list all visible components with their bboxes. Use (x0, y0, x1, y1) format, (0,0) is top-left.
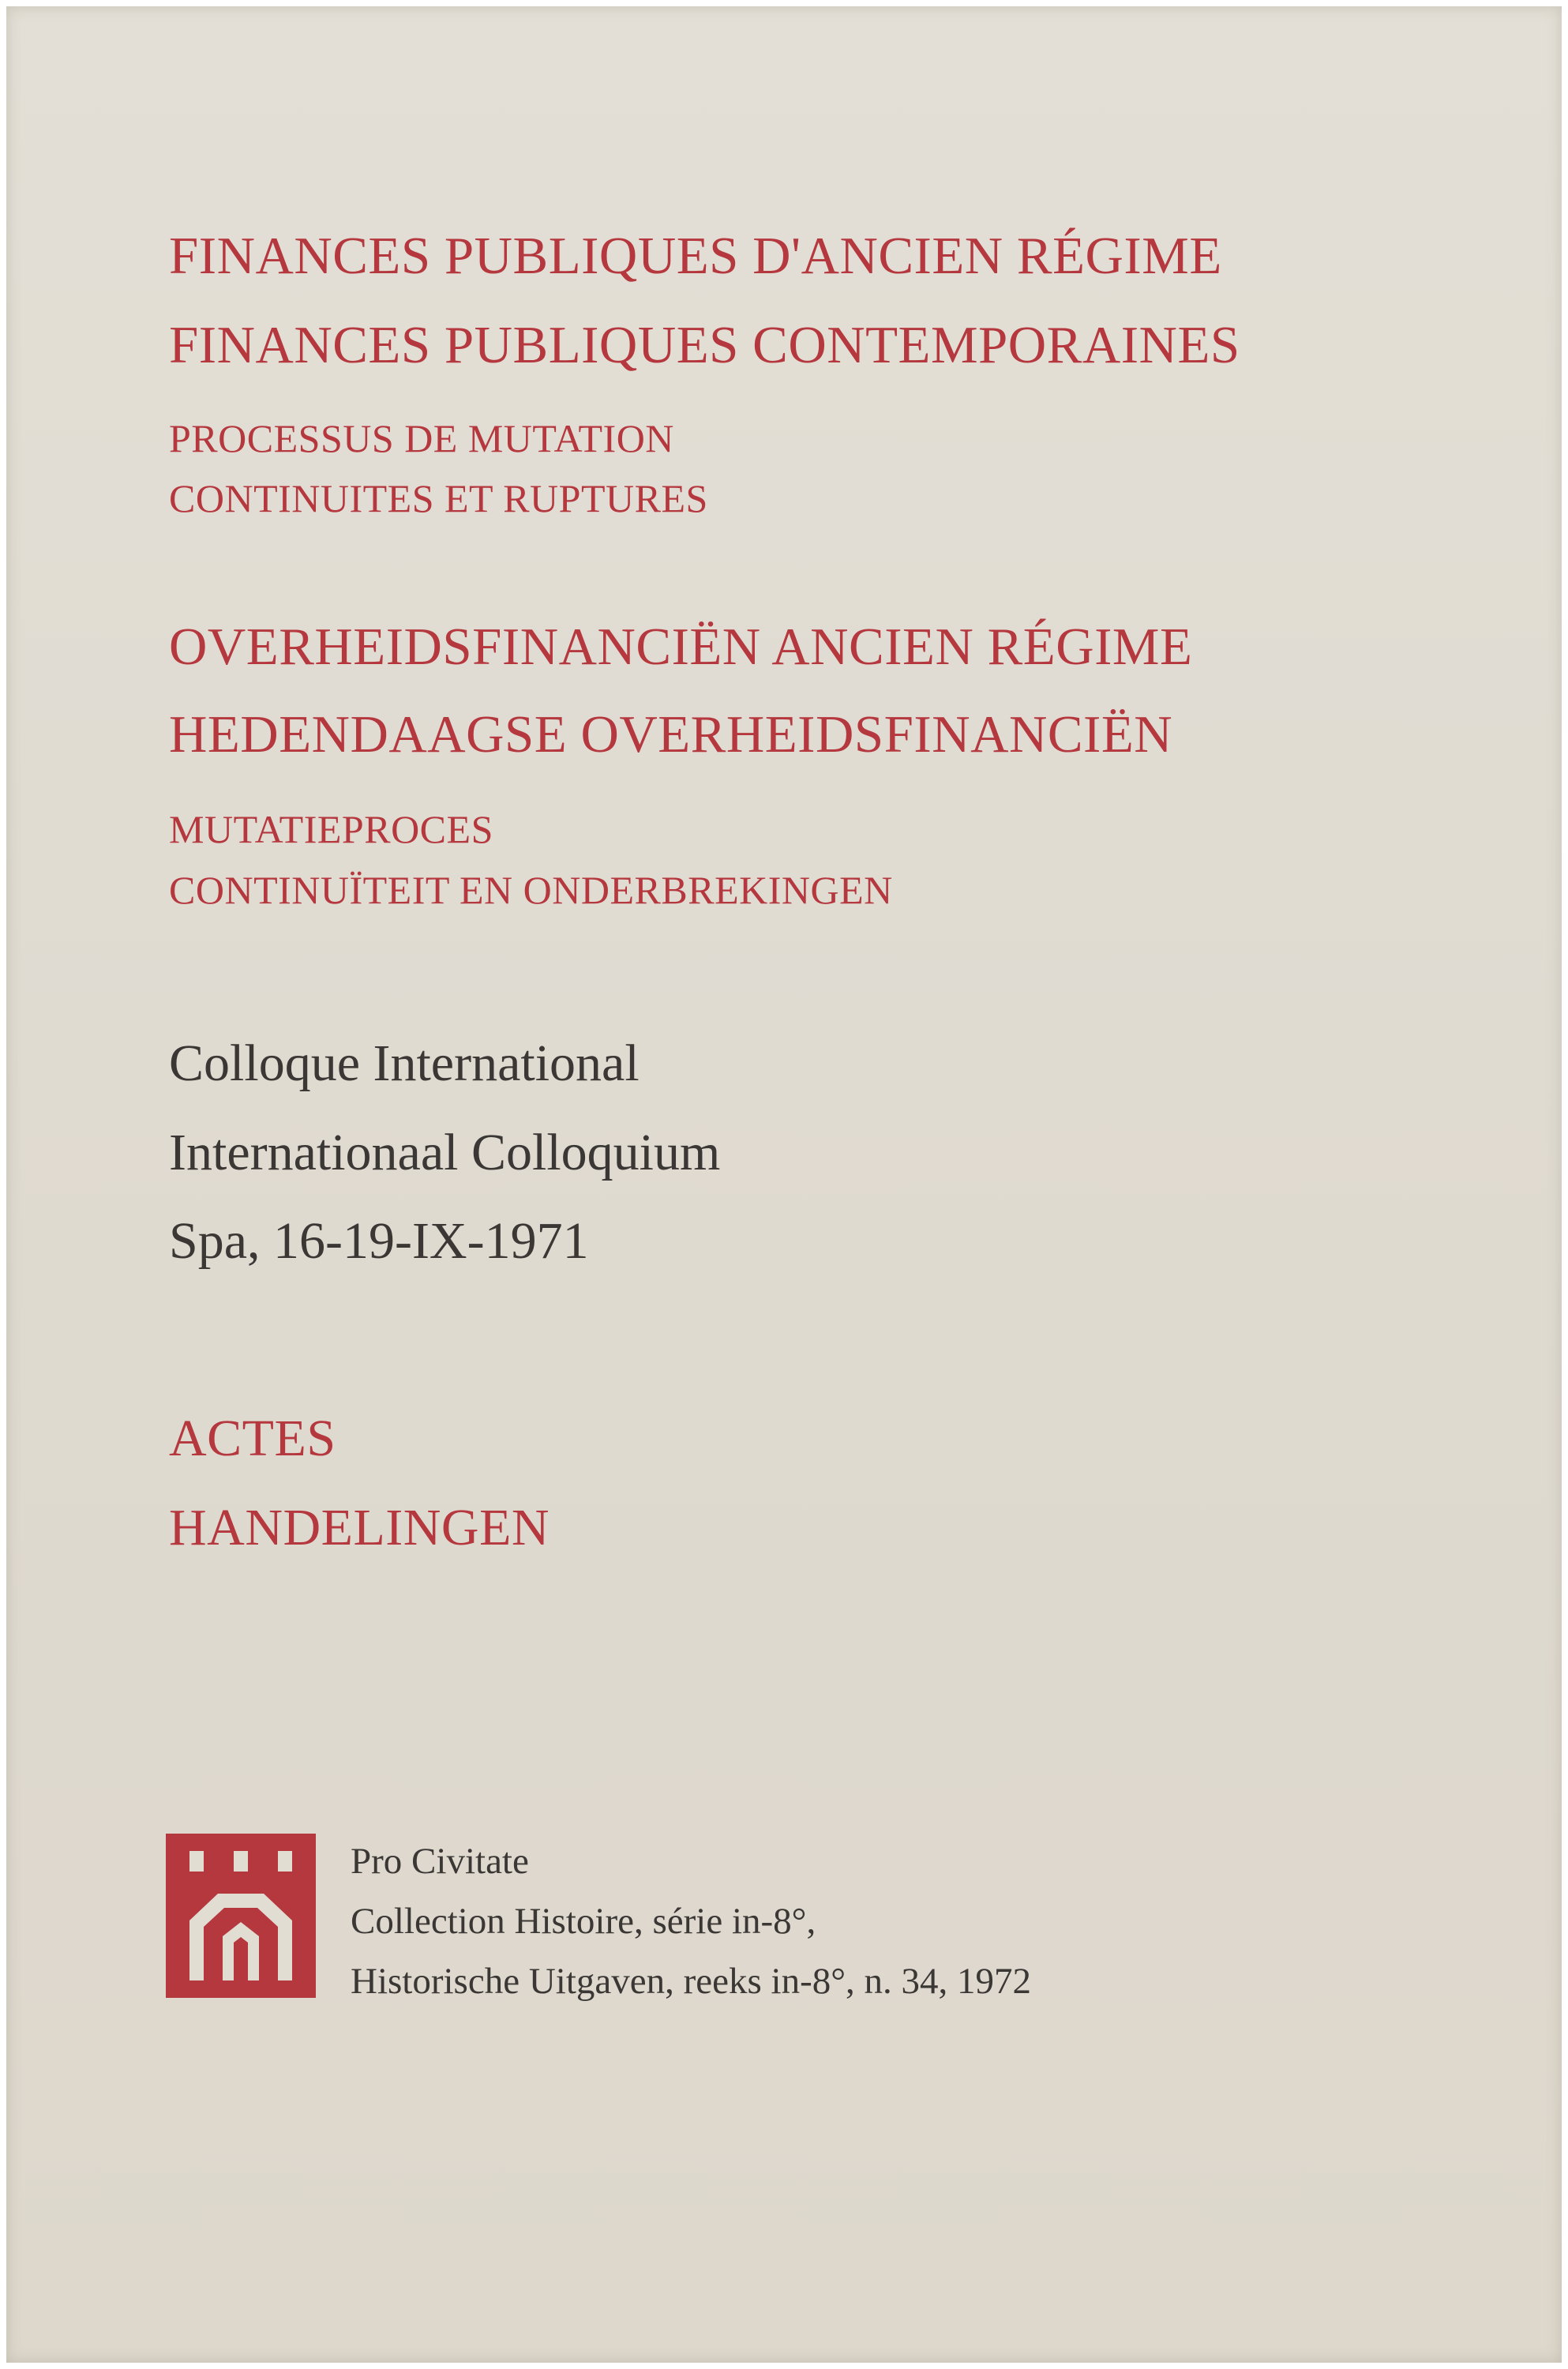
colloquium-fr: Colloque International (169, 1034, 640, 1092)
title-fr-line-1: FINANCES PUBLIQUES D'ANCIEN RÉGIME (169, 227, 1222, 285)
series-fr: Collection Histoire, série in-8°, (351, 1901, 816, 1942)
subtitle-fr-line-1: PROCESSUS DE MUTATION (169, 416, 674, 460)
title-nl-line-1: OVERHEIDSFINANCIËN ANCIEN RÉGIME (169, 618, 1193, 676)
proceedings-fr: ACTES (169, 1410, 336, 1467)
subtitle-nl-line-2: CONTINUÏTEIT EN ONDERBREKINGEN (169, 868, 893, 912)
series-nl: Historische Uitgaven, reeks in-8°, n. 34, 1972 (351, 1961, 1032, 2002)
pro-civitate-castle-logo-icon (166, 1834, 316, 1998)
colloquium-place-date: Spa, 16-19-IX-1971 (169, 1212, 589, 1270)
book-cover (6, 6, 1562, 2363)
subtitle-nl-line-1: MUTATIEPROCES (169, 807, 493, 851)
title-nl-line-2: HEDENDAAGSE OVERHEIDSFINANCIËN (169, 705, 1173, 764)
subtitle-fr-line-2: CONTINUITES ET RUPTURES (169, 476, 708, 520)
colloquium-nl: Internationaal Colloquium (169, 1124, 721, 1181)
title-fr-line-2: FINANCES PUBLIQUES CONTEMPORAINES (169, 316, 1240, 374)
publisher-name: Pro Civitate (351, 1841, 529, 1882)
proceedings-nl: HANDELINGEN (169, 1499, 550, 1556)
